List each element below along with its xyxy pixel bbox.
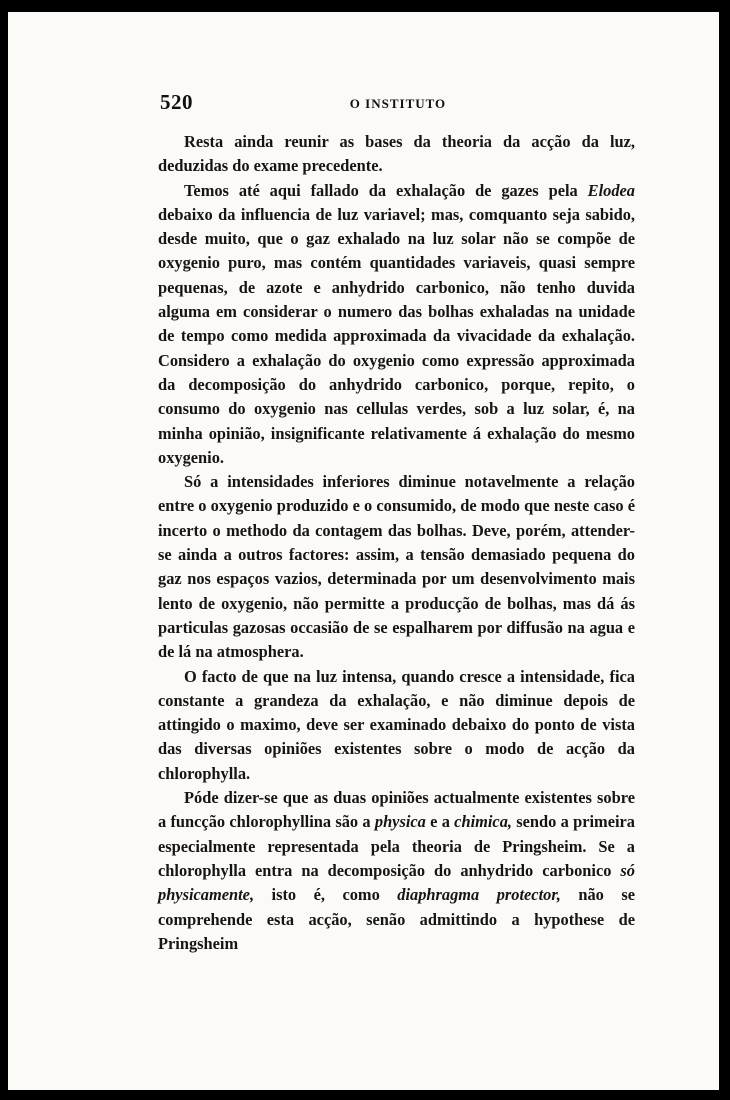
paragraph-2 (158, 179, 635, 471)
p2-italic-elodea: Elodea (587, 180, 635, 200)
paragraph-3: Só a intensidades inferiores diminue notavelmente a relação entre o oxygenio produzido e o consumido, de modo que neste caso é incerto o methodo da contagem das bolhas. Deve, porém, attender-se ainda a outros factores: assim, a tensão demasiado pequena do gaz nos espaços vazios, determinada por um desenvolvimento mais lento de oxygenio, não permitte a producção de bolhas, mas dá ás particulas gazosas occasião de se espalharem por diffusão na agua e de lá na atmosphera. (158, 472, 635, 662)
p5-text-e: não se comprehende esta acção, senão admittindo a hypothese de Pringsheim (158, 885, 636, 953)
p5-italic-so-physicamente: só physicamente, (158, 860, 635, 905)
paragraph-5 (158, 786, 635, 956)
page-number: 520 (160, 90, 193, 114)
p5-text-d: isto é, como (254, 885, 398, 905)
book-page (8, 12, 719, 1090)
p5-italic-diaphragma: diaphragma protector, (397, 885, 561, 905)
running-title: O INSTITUTO (349, 96, 447, 111)
p5-italic-physica: physica (374, 812, 426, 832)
p5-italic-chimica: chimica, (454, 812, 512, 832)
p2-text-a: Temos até aqui fallado da exhalação de gazes pela (184, 180, 588, 200)
p5-text-a: Póde dizer-se que as duas opiniões actualmente existentes sobre a funcção chlorophyllina são a (158, 788, 635, 832)
p5-text-c: sendo a primeira especialmente representada pela theoria de Pringsheim. Se a chlorophylla entra na decomposição do anhydrido carbonico (158, 812, 635, 880)
page-header (160, 88, 636, 118)
paragraph-4: O facto de que na luz intensa, quando cresce a intensidade, fica constante a grandeza da exhalação, e não diminue depois de attingido o maximo, deve ser examinado debaixo do ponto de vista das diversas opiniões existentes sobre o modo de acção da chlorophylla. (158, 666, 635, 783)
p2-text-b: debaixo da influencia de luz variavel; mas, comquanto seja sabido, desde muito, que o gaz exhalado na luz solar não se compõe de oxygenio puro, mas contém quantidades variaveis, quasi sempre pequenas, de azote e anhydrido carbonico, não tenho duvida alguma em considerar o numero das bolhas exhaladas na unidade de tempo como medida approximada da vivacidade da exhalação. Considero a exhalação do oxygenio como expressão approximada da decomposição do anhydrido carbonico, porque, repito, o consumo do oxygenio nas cellulas verdes, sob a luz solar, é, na minha opinião, insignificante relativamente á exhalação do mesmo oxygenio. (158, 204, 635, 467)
body-text (158, 130, 635, 956)
paragraph-1: Resta ainda reunir as bases da theoria da acção da luz, deduzidas do exame precedente. (158, 132, 635, 176)
p5-text-b: e a (425, 812, 455, 832)
